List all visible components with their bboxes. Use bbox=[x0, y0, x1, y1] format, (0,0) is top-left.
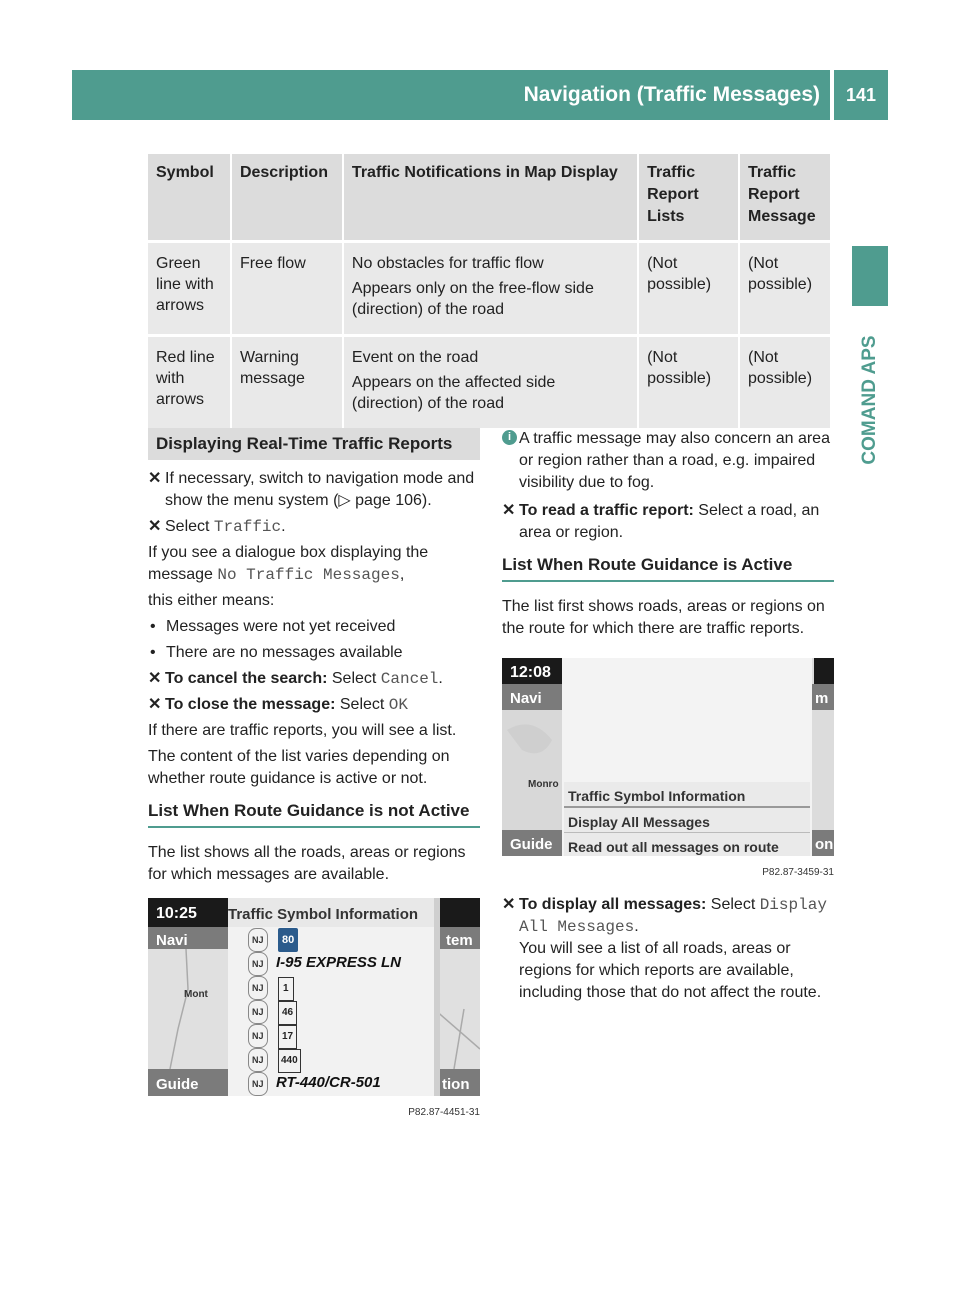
screenshot-traffic-list bbox=[148, 898, 480, 1096]
col-header-report-message: Traffic Report Message bbox=[739, 154, 831, 242]
step-text: If necessary, switch to navigation mode and show the menu system ( bbox=[165, 470, 475, 509]
position-tab[interactable]: tion bbox=[442, 1076, 470, 1093]
map-water-icon bbox=[502, 710, 562, 830]
instruction-step bbox=[148, 694, 480, 716]
step-marker-icon: ✕ bbox=[502, 896, 516, 913]
traffic-item-list bbox=[148, 898, 480, 1096]
section-title: Displaying Real-Time Traffic Reports bbox=[148, 428, 480, 460]
step-text: Select bbox=[335, 696, 389, 713]
text: , bbox=[399, 566, 405, 583]
menu-item-ok: OK bbox=[388, 696, 408, 714]
step-label: To cancel the search: bbox=[165, 670, 328, 687]
nj-badge-icon: NJ bbox=[248, 1048, 268, 1072]
cell-symbol: Red line with arrows bbox=[148, 336, 231, 429]
cell-notification-line: Appears on the affected side (direction) of the road bbox=[351, 374, 556, 412]
system-tab[interactable]: m bbox=[815, 690, 829, 707]
navi-tab[interactable]: Navi bbox=[156, 932, 188, 949]
menu-item-cancel: Cancel bbox=[380, 670, 439, 688]
route-shield-icon: 46 bbox=[278, 1001, 297, 1025]
screenshot-route-menu bbox=[502, 658, 834, 856]
interstate-shield-icon: 80 bbox=[278, 928, 298, 952]
step-text: . bbox=[634, 918, 639, 935]
col-header-description: Description bbox=[231, 154, 343, 242]
menu-item-label: Read out all messages on route bbox=[568, 839, 779, 855]
road-name: I-95 EXPRESS LN bbox=[275, 954, 402, 971]
step-text: Select bbox=[706, 896, 760, 913]
cell-notification-line: Event on the road bbox=[351, 349, 479, 366]
step-marker-icon: ✕ bbox=[502, 502, 516, 519]
step-text: . bbox=[438, 670, 443, 687]
list-item[interactable] bbox=[248, 1024, 428, 1048]
paragraph: If there are traffic reports, you will see a list. bbox=[148, 722, 457, 739]
table-header-row bbox=[148, 154, 831, 242]
paragraph: The content of the list varies depending on whether route guidance is active or not. bbox=[148, 748, 450, 787]
instruction-step bbox=[148, 516, 480, 538]
list-item[interactable] bbox=[248, 1072, 428, 1096]
side-tab bbox=[850, 310, 890, 490]
list-item bbox=[148, 642, 480, 664]
side-tab-label: COMAND APS bbox=[859, 335, 880, 465]
cell-notifications bbox=[343, 336, 638, 429]
left-column bbox=[148, 428, 480, 1134]
instruction-step bbox=[502, 500, 834, 544]
step-marker-icon: ✕ bbox=[148, 670, 162, 687]
cell-notification-line: No obstacles for traffic flow bbox=[351, 255, 544, 272]
list-item[interactable] bbox=[248, 952, 428, 976]
step-text: . bbox=[281, 518, 286, 535]
nj-badge-icon: NJ bbox=[248, 928, 268, 952]
list-item[interactable] bbox=[248, 976, 428, 1000]
page-number: 141 bbox=[834, 70, 888, 120]
page-title: Navigation (Traffic Messages) bbox=[523, 83, 820, 106]
traffic-symbol-table bbox=[148, 154, 832, 428]
nj-badge-icon: NJ bbox=[248, 952, 268, 976]
col-header-report-lists: Traffic Report Lists bbox=[638, 154, 739, 242]
page-ref-link[interactable]: page 106). bbox=[355, 492, 432, 509]
bullet-icon: • bbox=[150, 618, 156, 635]
step-label: To display all messages: bbox=[519, 896, 707, 913]
step-marker-icon: ✕ bbox=[148, 470, 162, 487]
map-label: Monro bbox=[528, 779, 559, 790]
message-no-traffic: No Traffic Messages bbox=[217, 566, 400, 584]
cell-symbol: Green line with arrows bbox=[148, 242, 231, 336]
col-header-notifications: Traffic Notifications in Map Display bbox=[343, 154, 638, 242]
system-tab[interactable]: tem bbox=[446, 932, 473, 949]
cell-description: Free flow bbox=[231, 242, 343, 336]
paragraph bbox=[148, 542, 480, 586]
clock: 10:25 bbox=[156, 905, 197, 922]
nj-badge-icon: NJ bbox=[248, 976, 268, 1000]
bullet-icon: • bbox=[150, 644, 156, 661]
cell-description: Warning message bbox=[231, 336, 343, 429]
instruction-step bbox=[148, 468, 480, 512]
cell-notifications bbox=[343, 242, 638, 336]
figure-caption: P82.87-3459-31 bbox=[762, 867, 834, 878]
menu-item-traffic-symbol-information[interactable] bbox=[564, 782, 810, 808]
step-text: Select a road, an area or region. bbox=[519, 502, 820, 541]
nj-badge-icon: NJ bbox=[248, 1024, 268, 1048]
menu-item-read-out-all[interactable] bbox=[564, 833, 810, 856]
figure-caption: P82.87-4451-31 bbox=[408, 1107, 480, 1118]
side-tab-marker bbox=[852, 246, 888, 306]
subsection-title: List When Route Guidance is not Active bbox=[148, 800, 480, 828]
cell-report-lists: (Not possible) bbox=[638, 336, 739, 429]
step-label: To close the message: bbox=[165, 696, 336, 713]
cell-report-message: (Not possible) bbox=[739, 336, 831, 429]
route-shield-icon: 1 bbox=[278, 977, 294, 1001]
route-shield-icon: 440 bbox=[278, 1049, 301, 1073]
right-column bbox=[502, 428, 834, 1008]
subsection-title: List When Route Guidance is Active bbox=[502, 554, 834, 582]
cell-report-lists: (Not possible) bbox=[638, 242, 739, 336]
instruction-step bbox=[502, 894, 834, 1004]
paragraph: this either means: bbox=[148, 592, 275, 609]
step-marker-icon: ✕ bbox=[148, 696, 162, 713]
step-text: Select bbox=[165, 518, 214, 535]
navi-tab[interactable]: Navi bbox=[510, 690, 542, 707]
step-followup: You will see a list of all roads, areas or regions for which reports are available, including those that do not affect the route. bbox=[519, 940, 822, 1001]
nj-badge-icon: NJ bbox=[248, 1072, 268, 1096]
page-ref-icon: ▷ bbox=[338, 492, 356, 509]
step-text: Select bbox=[327, 670, 381, 687]
list-item-text: Messages were not yet received bbox=[166, 618, 396, 635]
position-tab[interactable]: on bbox=[815, 836, 834, 853]
clock: 12:08 bbox=[510, 664, 551, 681]
step-marker-icon: ✕ bbox=[148, 518, 162, 535]
cell-notification-line: Appears only on the free-flow side (direction) of the road bbox=[351, 280, 594, 318]
info-icon: i bbox=[502, 430, 517, 445]
list-item-text: There are no messages available bbox=[166, 644, 403, 661]
step-label: To read a traffic report: bbox=[519, 502, 694, 519]
menu-item-display-all: Display All Messages bbox=[519, 896, 827, 936]
list-item[interactable] bbox=[248, 1048, 428, 1072]
table-row bbox=[148, 242, 831, 336]
menu-title: Traffic Symbol Information bbox=[228, 906, 419, 923]
table-row bbox=[148, 336, 831, 429]
status-bar-right bbox=[814, 658, 834, 684]
route-shield-icon: 17 bbox=[278, 1025, 297, 1049]
list-item[interactable] bbox=[248, 1000, 428, 1024]
info-text: A traffic message may also concern an area or region rather than a road, e.g. impaired visibility due to fog. bbox=[519, 430, 830, 491]
cell-report-message: (Not possible) bbox=[739, 242, 831, 336]
guide-tab[interactable]: Guide bbox=[510, 836, 553, 853]
text: If you see a dialogue box displaying the message bbox=[148, 544, 429, 583]
info-note bbox=[502, 428, 834, 494]
guide-tab[interactable]: Guide bbox=[156, 1076, 199, 1093]
map-label: Mont bbox=[184, 989, 208, 1000]
map-area-left bbox=[502, 710, 562, 830]
menu-item-label: Display All Messages bbox=[568, 814, 710, 830]
menu-item-traffic: Traffic bbox=[213, 518, 282, 536]
instruction-step bbox=[148, 668, 480, 690]
paragraph: The list shows all the roads, areas or regions for which messages are available. bbox=[148, 844, 466, 883]
list-item[interactable] bbox=[248, 928, 428, 952]
paragraph: The list first shows roads, areas or regions on the route for which there are traffic reports. bbox=[502, 598, 825, 637]
menu-item-label: Traffic Symbol Information bbox=[568, 788, 746, 804]
list-item bbox=[148, 616, 480, 638]
menu-item-display-all-messages[interactable] bbox=[564, 808, 810, 833]
col-header-symbol: Symbol bbox=[148, 154, 231, 242]
road-name: RT-440/CR-501 bbox=[275, 1074, 381, 1091]
nj-badge-icon: NJ bbox=[248, 1000, 268, 1024]
